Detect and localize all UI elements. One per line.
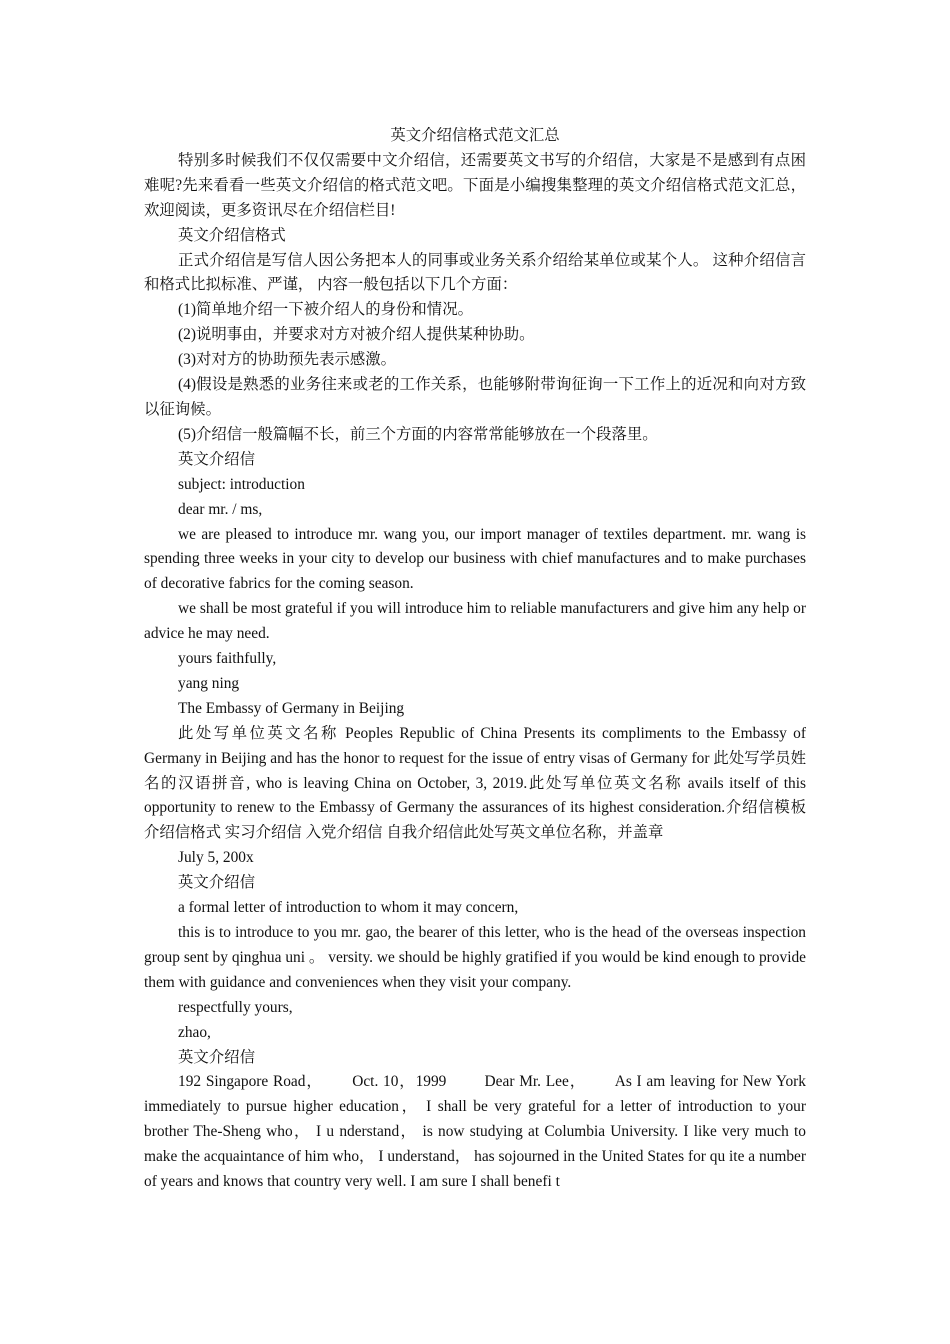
letter-1-salutation: dear mr. / ms, bbox=[178, 500, 263, 518]
format-point-5: (5)介绍信一般篇幅不长，前三个方面的内容常常能够放在一个段落里。 bbox=[178, 425, 658, 443]
section-heading-format: 英文介绍信格式 bbox=[178, 226, 286, 244]
section-heading-letter-3: 英文介绍信 bbox=[178, 874, 255, 892]
letter-3-body: this is to introduce to you mr. gao, the bearer of this letter, who is the head of the overseas inspection group sent by qinghua uni 。 versity. we should be highly gratified if you would be kind enough to provide them with guidance and conveniences when they visit your company. bbox=[144, 924, 806, 991]
letter-1-body-2: we shall be most grateful if you will introduce him to reliable manufacturers and give him any help or advice he may need. bbox=[144, 600, 806, 643]
section-heading-letter-1: 英文介绍信 bbox=[178, 450, 255, 468]
format-point-2: (2)说明事由，并要求对方对被介绍人提供某种协助。 bbox=[178, 326, 535, 344]
format-point-1: (1)简单地介绍一下被介绍人的身份和情况。 bbox=[178, 301, 473, 319]
intro-paragraph: 特别多时候我们不仅仅需要中文介绍信，还需要英文书写的介绍信，大家是不是感到有点困难呢?先来看看一些英文介绍信的格式范文吧。下面是小编搜集整理的英文介绍信格式范文汇总，欢迎阅读，更多资讯尽在介绍信栏目! bbox=[144, 151, 806, 219]
letter-4-body: 192 Singapore Road， Oct. 10，1999 Dear Mr. Lee， As I am leaving for New York immediately to pursue higher education， I shall be very grateful for a letter of introduction to your brother The-Sheng who， I u nderstand， is now studying at Columbia University. I like very much to make the acquaintance of him who， I understand， has sojourned in the United States for qu ite a number of years and knows that country very well. I am sure I shall benefi t bbox=[144, 1073, 806, 1191]
letter-1-body-1: we are pleased to introduce mr. wang you, our import manager of textiles department. mr. wang is spending three weeks in your city to develop our business with chief manufactures and to make purchases of decorative fabrics for the coming season. bbox=[144, 525, 806, 593]
letter-3-opening: a formal letter of introduction to whom it may concern, bbox=[178, 899, 519, 917]
section-heading-letter-4: 英文介绍信 bbox=[178, 1048, 255, 1066]
letter-3-signature: zhao, bbox=[178, 1023, 211, 1041]
letter-2-body: 此处写单位英文名称 Peoples Republic of China Presents its compliments to the Embassy of Germany in Beijing and has the honor to request for the issue of entry visas of Germany for 此处写学员姓名的汉语拼音, who is leaving China on October, 3, 2019.此处写单位英文名称 avails itself of this opportunity to renew to the Embassy of Germany the assurances of its highest consideration.介绍信模板 介绍信格式 实习介绍信 入党介绍信 自我介绍信此处写英文单位名称，并盖章 bbox=[144, 724, 806, 842]
letter-1-closing: yours faithfully, bbox=[178, 650, 277, 668]
letter-1-subject: subject: introduction bbox=[178, 475, 305, 493]
letter-2-recipient: The Embassy of Germany in Beijing bbox=[178, 699, 405, 717]
format-point-4: (4)假设是熟悉的业务往来或老的工作关系，也能够附带询征询一下工作上的近况和向对方致以征询候。 bbox=[144, 376, 806, 418]
letter-3-closing: respectfully yours, bbox=[178, 998, 293, 1016]
document-title: 英文介绍信格式范文汇总 bbox=[390, 127, 560, 144]
format-description-paragraph: 正式介绍信是写信人因公务把本人的同事或业务关系介绍给某单位或某个人。 这种介绍信言和格式比拟标准、严谨， 内容一般包括以下几个方面： bbox=[144, 251, 806, 294]
letter-2-date: July 5, 200x bbox=[178, 849, 254, 867]
letter-1-signature: yang ning bbox=[178, 674, 240, 692]
format-point-3: (3)对对方的协助预先表示感激。 bbox=[178, 351, 397, 369]
document-page bbox=[144, 124, 806, 1195]
